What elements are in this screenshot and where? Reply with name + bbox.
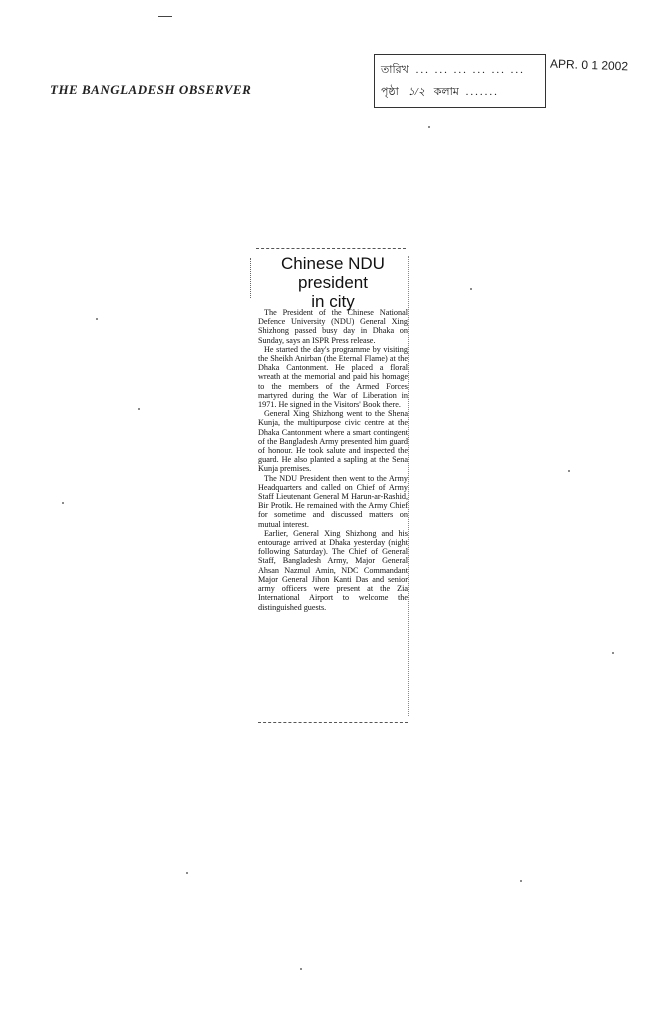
newspaper-masthead: THE BANGLADESH OBSERVER [50, 82, 252, 97]
scan-speck [568, 470, 570, 472]
scan-speck [96, 318, 98, 320]
news-clipping [250, 248, 416, 726]
article-paragraph: He started the day's programme by visiting the Sheikh Anirban (the Eternal Flame) at the Dhaka Cantonment. He placed a floral wreath at the memorial and paid his homage to the members of the Armed Forces martyred during the War of Liberation in 1971. He signed in the Visitors' Book there. [258, 344, 408, 410]
scan-speck [612, 652, 614, 654]
filing-stamp [374, 54, 546, 108]
scan-speck [138, 408, 140, 410]
stamp-column-label: কলাম [433, 86, 459, 98]
clipping-right-edge [408, 256, 410, 716]
stamp-column-value: ....... [465, 86, 499, 98]
headline-line: in city [311, 292, 355, 311]
article-paragraph: The NDU President then went to the Army Headquarters and called on Chief of Army Staff Lieutenant General M Harun-ar-Rashid, Bir Protik. He remained with the Army Chief for sometime and discussed matters on mutual interest. [258, 473, 408, 529]
headline-line: Chinese NDU [281, 254, 385, 273]
headline-line: president [298, 273, 368, 292]
date-stamp: APR. 0 1 2002 [549, 56, 629, 74]
stamp-date-label: তারিখ [381, 64, 409, 76]
scan-speck [428, 126, 430, 128]
clipping-bottom-border [258, 722, 408, 724]
article-headline [250, 254, 416, 311]
article-paragraph: The President of the Chinese National Defence University (NDU) General Xing Shizhong passed busy day in Dhaka on Sunday, says an ISPR Press release. [258, 308, 408, 345]
scan-speck [186, 872, 188, 874]
scan-speck [470, 288, 472, 290]
article-paragraph: General Xing Shizhong went to the Shena Kunja, the multipurpose civic centre at the Dhaka Cantonment where a smart contingent of the Bangladesh Army presented him guard of honour. He took salute and inspected the guard. He also planted a sapling at the Sena Kunja premises. [258, 409, 408, 474]
scan-mark [158, 16, 172, 17]
clipping-top-border [256, 248, 406, 251]
scan-speck [520, 880, 522, 882]
stamp-date-value: ... ... ... ... ... ... [415, 64, 525, 76]
stamp-page-row [381, 83, 499, 102]
scan-speck [62, 502, 64, 504]
article-body [258, 308, 408, 612]
stamp-date-row [381, 61, 525, 80]
article-paragraph: Earlier, General Xing Shizhong and his entourage arrived at Dhaka yesterday (night following Saturday). The Chief of General Staff, Bangladesh Army, Major General Ahsan Nazmul Amin, NDC Commandant Major General Jihon Kanti Das and senior army officers were present at the Zia International Airport to welcome the distinguished guests. [258, 528, 408, 612]
scan-speck [300, 968, 302, 970]
stamp-page-label: পৃষ্ঠা [381, 86, 399, 98]
stamp-page-value: ১/২ [407, 86, 425, 98]
